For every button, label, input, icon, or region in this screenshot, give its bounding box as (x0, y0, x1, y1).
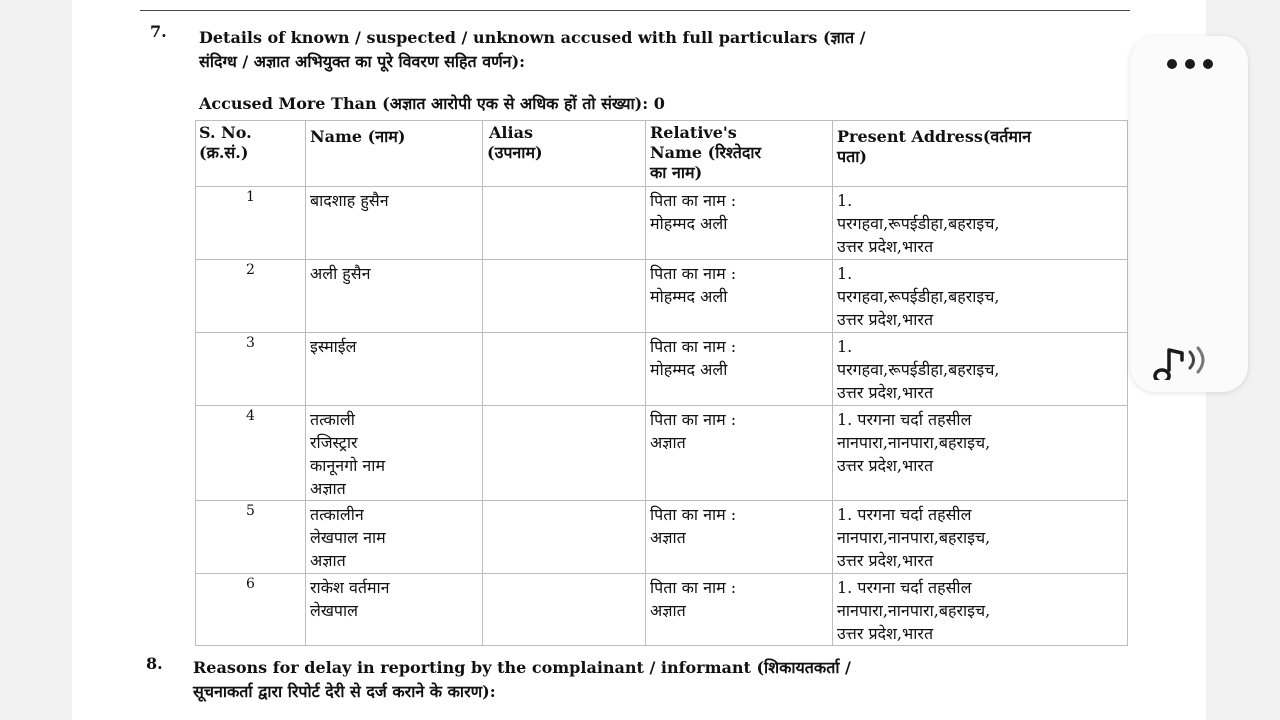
cell-alias (483, 574, 646, 646)
cell-address (833, 260, 1128, 333)
cell-name (306, 187, 483, 260)
header-text: Relative's (650, 123, 737, 142)
cell-name-line: इस्माईल (310, 337, 357, 356)
cell-name-line: तत्काली (310, 410, 355, 429)
header-sno (196, 121, 306, 187)
section-7-heading (199, 26, 866, 74)
header-text: (उपनाम) (487, 143, 543, 162)
cell-address-line: 1. (837, 337, 853, 356)
cell-name-line: लेखपाल नाम (310, 528, 386, 547)
section-7-heading-line: संदिग्ध / अज्ञात अभियुक्त का पूरे विवरण सहित वर्णन): (199, 52, 526, 71)
header-text: का नाम) (650, 163, 703, 182)
cell-relative (646, 260, 833, 333)
cell-address-line: 1. परगना चर्दा तहसील (837, 578, 972, 597)
cell-address-line: परगहवा,रूपईडीहा,बहराइच, (837, 214, 1000, 233)
cell-sno: 4 (196, 406, 306, 501)
cell-sno: 6 (196, 574, 306, 646)
cell-address-line: नानपारा,नानपारा,बहराइच, (837, 528, 991, 547)
cell-sno: 3 (196, 333, 306, 406)
header-address (833, 121, 1128, 187)
dot (1167, 59, 1177, 69)
table-body (196, 187, 1128, 646)
cell-address (833, 406, 1128, 501)
cell-name (306, 501, 483, 574)
cell-relative (646, 406, 833, 501)
cell-name (306, 574, 483, 646)
cell-relative-line: पिता का नाम : (650, 191, 737, 210)
cell-relative-line: अज्ञात (650, 433, 686, 452)
table-row (196, 406, 1128, 501)
cell-relative-line: अज्ञात (650, 601, 686, 620)
cell-sno: 5 (196, 501, 306, 574)
cell-relative-line: पिता का नाम : (650, 410, 737, 429)
header-text: Name (रिश्तेदार (650, 143, 762, 162)
cell-address (833, 574, 1128, 646)
cell-relative (646, 501, 833, 574)
cell-name-line: अली हुसैन (310, 264, 371, 283)
cell-name-line: कानूनगो नाम (310, 456, 386, 475)
header-text: Alias (489, 123, 533, 142)
cell-relative-line: मोहम्मद अली (650, 214, 728, 233)
cell-name-line: अज्ञात (310, 551, 346, 570)
cell-name (306, 260, 483, 333)
cell-relative-line: अज्ञात (650, 528, 686, 547)
table-row (196, 333, 1128, 406)
accused-table (195, 120, 1128, 646)
cell-alias (483, 406, 646, 501)
cell-alias (483, 333, 646, 406)
cell-address-line: 1. (837, 264, 853, 283)
section-8-heading (193, 656, 851, 704)
accused-more-than: Accused More Than (अज्ञात आरोपी एक से अधिक हों तो संख्या): 0 (199, 94, 665, 113)
header-text: पता) (837, 147, 867, 166)
header-relative (646, 121, 833, 187)
cell-address (833, 501, 1128, 574)
cell-address-line: उत्तर प्रदेश,भारत (837, 383, 934, 402)
dot (1185, 59, 1195, 69)
header-name (306, 121, 483, 187)
header-text: Present Address(वर्तमान (837, 127, 1032, 146)
header-text: Name (नाम) (310, 127, 406, 146)
cell-name-line: लेखपाल (310, 601, 359, 620)
section-8-number: 8. (146, 654, 163, 673)
read-aloud-icon[interactable] (1152, 340, 1222, 380)
floating-side-panel (1130, 36, 1248, 392)
table-row (196, 574, 1128, 646)
cell-address-line: 1. परगना चर्दा तहसील (837, 410, 972, 429)
table-row (196, 260, 1128, 333)
cell-name-line: बादशाह हुसैन (310, 191, 389, 210)
cell-address-line: उत्तर प्रदेश,भारत (837, 237, 934, 256)
cell-address-line: परगहवा,रूपईडीहा,बहराइच, (837, 287, 1000, 306)
table-header-row (196, 121, 1128, 187)
cell-sno: 1 (196, 187, 306, 260)
cell-address-line: उत्तर प्रदेश,भारत (837, 310, 934, 329)
header-text: (क्र.सं.) (199, 143, 249, 162)
cell-address-line: उत्तर प्रदेश,भारत (837, 551, 934, 570)
cell-relative-line: मोहम्मद अली (650, 360, 728, 379)
cell-address-line: 1. परगना चर्दा तहसील (837, 505, 972, 524)
cell-name-line: अज्ञात (310, 479, 346, 498)
cell-relative-line: पिता का नाम : (650, 505, 737, 524)
cell-relative-line: पिता का नाम : (650, 578, 737, 597)
cell-name (306, 406, 483, 501)
cell-relative (646, 187, 833, 260)
cell-address-line: परगहवा,रूपईडीहा,बहराइच, (837, 360, 1000, 379)
cell-name (306, 333, 483, 406)
cell-name-line: रजिस्ट्रार (310, 433, 358, 452)
cell-address-line: नानपारा,नानपारा,बहराइच, (837, 433, 991, 452)
section-8-heading-line: सूचनाकर्ता द्वारा रिपोर्ट देरी से दर्ज कराने के कारण): (193, 682, 496, 701)
cell-address-line: उत्तर प्रदेश,भारत (837, 624, 934, 643)
more-options-icon[interactable] (1160, 56, 1220, 72)
cell-address-line: नानपारा,नानपारा,बहराइच, (837, 601, 991, 620)
cell-address (833, 187, 1128, 260)
cell-relative (646, 574, 833, 646)
cell-name-line: राकेश वर्तमान (310, 578, 390, 597)
cell-alias (483, 187, 646, 260)
section-8-heading-line: Reasons for delay in reporting by the complainant / informant (शिकायतकर्ता / (193, 658, 851, 677)
cell-address-line: 1. (837, 191, 853, 210)
cell-alias (483, 501, 646, 574)
section-7-number: 7. (150, 22, 167, 41)
cell-relative-line: पिता का नाम : (650, 337, 737, 356)
cell-sno: 2 (196, 260, 306, 333)
cell-relative (646, 333, 833, 406)
cell-address (833, 333, 1128, 406)
cell-alias (483, 260, 646, 333)
cell-name-line: तत्कालीन (310, 505, 364, 524)
divider (140, 10, 1130, 11)
cell-relative-line: मोहम्मद अली (650, 287, 728, 306)
cell-address-line: उत्तर प्रदेश,भारत (837, 456, 934, 475)
section-7-heading-line: Details of known / suspected / unknown accused with full particulars (ज्ञात / (199, 28, 866, 47)
dot (1203, 59, 1213, 69)
header-text: S. No. (199, 123, 252, 142)
cell-relative-line: पिता का नाम : (650, 264, 737, 283)
header-alias (483, 121, 646, 187)
table-row (196, 187, 1128, 260)
table-row (196, 501, 1128, 574)
